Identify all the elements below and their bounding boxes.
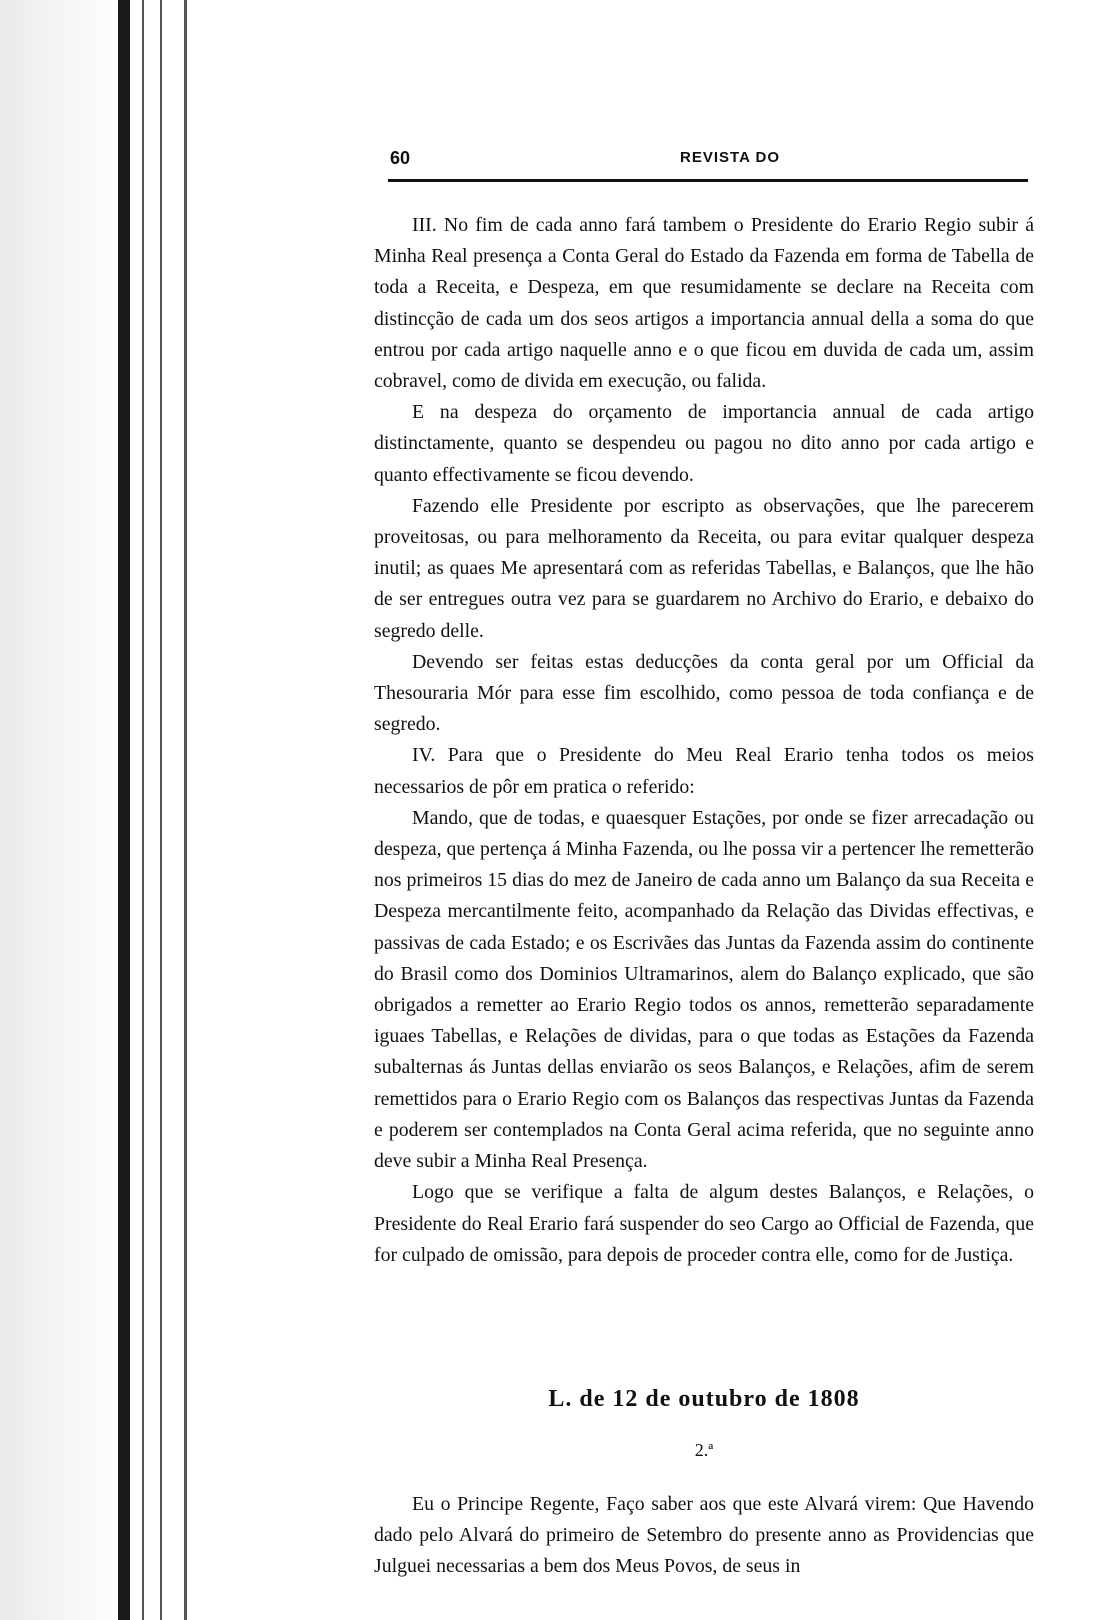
paragraph: IV. Para que o Presidente do Meu Real Erario tenha todos os meios necessarios de pôr em pratica o referido: bbox=[374, 744, 1034, 798]
paragraph: E na despeza do orçamento de importancia annual de cada artigo distinctamente, quanto se despendeu ou pagou no dito anno por cada artigo e quanto effectivamente se ficou devendo. bbox=[374, 401, 1034, 486]
paragraph: Mando, que de todas, e quaesquer Estações, por onde se fizer arrecadação ou despeza, que pertença á Minha Fazenda, ou lhe possa vir a pertencer lhe remetterão nos primeiros 15 dias do mez de Janeiro de cada anno um Balanço da sua Receita e Despeza mercantilmente feito, acompanhado da Relação das Dividas effectivas, e passivas de cada Estado; e os Escrivães das Juntas da Fazenda assim do continente do Brasil como dos Dominios Ultramarinos, alem do Balanço explicado, que são obrigados a remetter ao Erario Regio todos os annos, remetterão separadamente iguaes Tabellas, e Relações de dividas, para o que todas as Estações da Fazenda subalternas ás Juntas dellas enviarão os seos Balanços, e Relações, afim de serem remettidos para o Erario Regio com os Balanços das respectivas Juntas da Fazenda e poderem ser contemplados na Conta Geral acima referida, que no seguinte anno deve subir a Minha Real Presença. bbox=[374, 806, 1034, 1173]
header-rule bbox=[388, 179, 1028, 182]
binding-edge-line bbox=[184, 0, 187, 1620]
paragraph: Fazendo elle Presidente por escripto as observações, que lhe parecerem proveitosas, ou para melhoramento da Receita, ou para evitar qualquer despeza inutil; as quaes Me apresentará com as referidas Tabellas, e Balanços, que lhe hão de ser entregues outra vez para se guardarem no Archivo do Erario, e debaixo do segredo delle. bbox=[374, 494, 1034, 642]
paragraph: Eu o Principe Regente, Faço saber aos que este Alvará virem: Que Havendo dado pelo Alvará do primeiro de Setembro do presente anno as Providencias que Julguei necessarias a bem dos Meus Povos, de seus in bbox=[374, 1493, 1034, 1577]
paragraph: Devendo ser feitas estas deducções da conta geral por um Official da Thesouraria Mór para esse fim escolhido, como pessoa de toda confiança e de segredo. bbox=[374, 650, 1034, 736]
page-header bbox=[390, 148, 1030, 172]
section-heading: L. de 12 de outubro de 1808 bbox=[548, 1386, 860, 1412]
binding-edge-line bbox=[142, 0, 144, 1620]
paragraph: III. No fim de cada anno fará tambem o Presidente do Erario Regio subir á Minha Real presença a Conta Geral do Estado da Fazenda em forma de Tabella de toda a Receita, e Despeza, em que resumidamente se declare na Receita com distincção de cada um dos seos artigos a importancia annual della a soma do que entrou por cada artigo naquelle anno e o que ficou em duvida de cada um, assim cobravel, como de divida em execução, ou falida. bbox=[374, 214, 1034, 393]
running-head: REVISTA DO bbox=[680, 149, 781, 166]
body-text bbox=[374, 210, 1034, 1271]
paragraph: Logo que se verifique a falta de algum destes Balanços, e Relações, o Presidente do Real Erario fará suspender do seo Cargo ao Official de Fazenda, que for culpado de omissão, para depois de proceder contra elle, como for de Justiça. bbox=[374, 1181, 1034, 1266]
book-spine-shadow bbox=[118, 0, 130, 1620]
page-number: 60 bbox=[390, 148, 411, 168]
binding-edge-line bbox=[160, 0, 162, 1620]
section-numeral: 2.ª bbox=[694, 1440, 714, 1460]
book-binding-margin bbox=[0, 0, 130, 1620]
section-body bbox=[374, 1489, 1034, 1609]
